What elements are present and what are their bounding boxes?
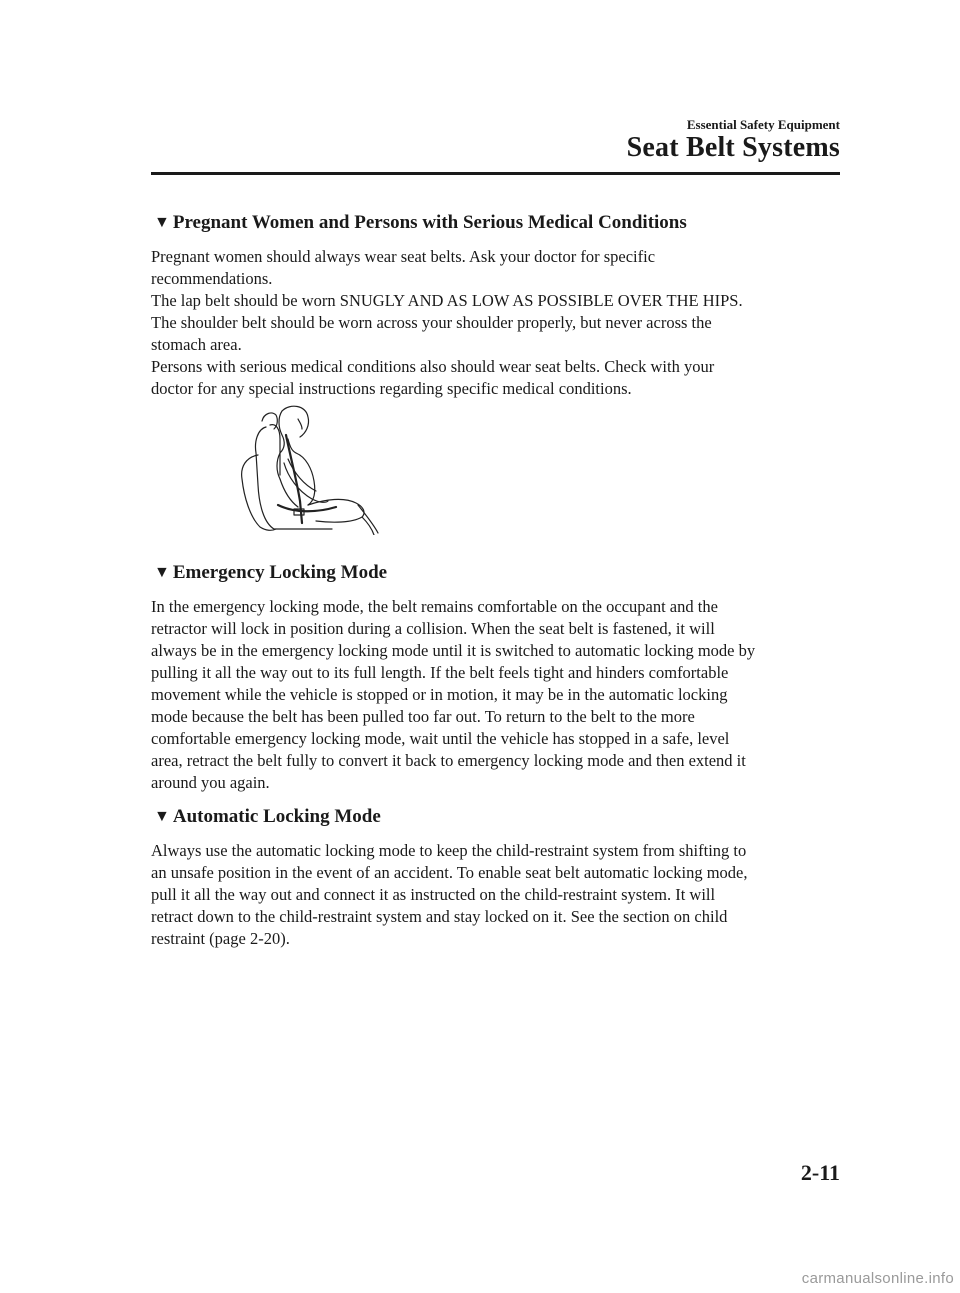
paragraph-automatic-locking xyxy=(151,840,851,950)
paragraph-pregnant-women xyxy=(151,246,851,400)
triangle-down-icon: ▼ xyxy=(154,808,170,825)
section-heading-pregnant-women xyxy=(154,212,687,234)
page-number: 2-11 xyxy=(800,1160,840,1185)
text-line: retractor will lock in position during a collision. When the seat belt is fastened, it will xyxy=(151,619,715,638)
text-line: restraint (page 2-20). xyxy=(151,929,290,948)
text-line: recommendations. xyxy=(151,269,273,288)
header-rule xyxy=(151,172,840,175)
section-heading-emergency-locking xyxy=(154,562,387,584)
text-line: pull it all the way out and connect it as instructed on the child-restraint system. It will xyxy=(151,885,716,904)
triangle-down-icon: ▼ xyxy=(154,564,170,581)
text-line: The shoulder belt should be worn across your shoulder properly, but never across the xyxy=(151,313,712,332)
section-heading-automatic-locking xyxy=(154,806,381,828)
text-line: The lap belt should be worn SNUGLY AND AS LOW AS POSSIBLE OVER THE HIPS. xyxy=(151,291,743,310)
triangle-down-icon: ▼ xyxy=(154,214,170,231)
pregnant-woman-seatbelt-illustration xyxy=(236,405,386,535)
text-line: comfortable emergency locking mode, wait until the vehicle has stopped in a safe, level xyxy=(151,729,730,748)
text-line: Persons with serious medical conditions also should wear seat belts. Check with your xyxy=(151,357,715,376)
header-chapter: Essential Safety Equipment xyxy=(686,117,840,132)
paragraph-emergency-locking xyxy=(151,596,851,794)
text-line: stomach area. xyxy=(151,335,242,354)
text-line: always be in the emergency locking mode until it is switched to automatic locking mode by xyxy=(151,641,756,660)
section-heading-text: Pregnant Women and Persons with Serious Medical Conditions xyxy=(172,212,687,233)
text-line: an unsafe position in the event of an accident. To enable seat belt automatic locking mode, xyxy=(151,863,748,882)
text-line: Always use the automatic locking mode to keep the child-restraint system from shifting to xyxy=(151,841,747,860)
text-line: pulling it all the way out to its full length. If the belt feels tight and hinders comfortable xyxy=(151,663,729,682)
section-heading-text: Emergency Locking Mode xyxy=(172,562,388,583)
text-line: doctor for any special instructions regarding specific medical conditions. xyxy=(151,379,632,398)
text-line: movement while the vehicle is stopped or in motion, it may be in the automatic locking xyxy=(151,685,728,704)
section-heading-text: Automatic Locking Mode xyxy=(172,806,381,827)
text-line: around you again. xyxy=(151,773,270,792)
text-line: Pregnant women should always wear seat belts. Ask your doctor for specific xyxy=(151,247,656,266)
watermark: carmanualsonline.info xyxy=(801,1270,954,1287)
text-line: mode because the belt has been pulled too far out. To return to the belt to the more xyxy=(151,707,695,726)
text-line: area, retract the belt fully to convert it back to emergency locking mode and then extend it xyxy=(151,751,746,770)
text-line: retract down to the child-restraint system and stay locked on it. See the section on child xyxy=(151,907,728,926)
page-title: Seat Belt Systems xyxy=(626,132,840,163)
text-line: In the emergency locking mode, the belt remains comfortable on the occupant and the xyxy=(151,597,718,616)
